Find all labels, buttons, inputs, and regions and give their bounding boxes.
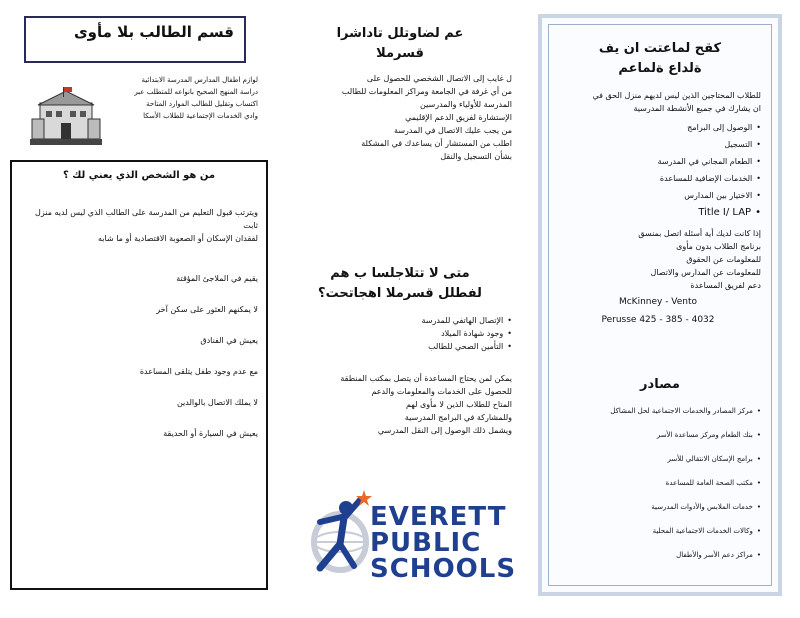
- middle-closing-line-1: يمكن لمن يحتاج المساعدة أن يتصل بمكتب المنطقة: [340, 374, 512, 383]
- right-person: Perusse: [601, 315, 637, 325]
- middle-intro-line-2: من أي غرفة في الجامعة ومراكز المعلومات للطالب: [341, 87, 512, 96]
- under-image-text: [108, 74, 258, 122]
- logo-figure-icon: [300, 482, 372, 582]
- right-contact-line-4: للمعلومات عن المدارس والاتصال: [650, 268, 761, 277]
- right-resource-4: • مكتب الصحة العامة للمساعدة: [555, 477, 761, 489]
- right-resource-7: • مراكز دعم الأسر والأطفال: [555, 549, 761, 561]
- right-resources-title: مصادر: [640, 377, 680, 392]
- right-intro-line-1: للطلاب المحتاجين الذين ليس لديهم منزل الحق في: [592, 91, 761, 100]
- right-resource-6: • وكالات الخدمات الاجتماعية المحلية: [555, 525, 761, 537]
- logo-text-schools: SCHOOLS: [370, 554, 517, 584]
- middle-list-item-1: • الإتصال الهاتفي للمدرسة: [282, 314, 512, 327]
- right-contact: [555, 227, 761, 292]
- left-box-line-5: يعيش في الفنادق: [200, 336, 258, 345]
- middle-intro-line-6: اطلب من المستشار أن يساعدك في المشكلة: [361, 139, 512, 148]
- under-image-line-3: اكتساب وتقليل للطالب الموارد المتاحة: [146, 100, 258, 108]
- right-contact-line-2: برنامج الطلاب بدون مأوى: [676, 242, 761, 251]
- right-bullet-2: • التسجيل: [555, 138, 761, 151]
- left-title-box: [24, 16, 246, 63]
- right-bullet-6: • Title I/ LAP: [555, 206, 761, 219]
- middle-list-item-3: • التأمين الصحي للطالب: [282, 340, 512, 353]
- left-box-line-2: لفقدان الإسكان أو الصعوبة الاقتصادية أو ما شابه: [98, 234, 258, 243]
- middle-intro-line-5: من يجب عليك الاتصال في المدرسة: [394, 126, 512, 135]
- middle-intro-line-1: ل غايب إلى الاتصال الشخصي للحصول على: [366, 74, 512, 83]
- right-resource-2: • بنك الطعام ومركز مساعدة الأسر: [555, 429, 761, 441]
- under-image-line-1: لوازم اطفال المدارس المدرسة الابتدائية: [141, 76, 258, 84]
- right-contact-line-5: دعم لفريق المساعدة: [690, 281, 761, 290]
- right-title-1: كقح لماعتت ان يف: [598, 41, 722, 56]
- middle-closing-line-4: وللمشاركة في البرامج المدرسية: [404, 413, 512, 422]
- left-box-line-1: ويترتب قبول التعليم من المدرسة على الطالب الذي ليس لديه منزل ثابت: [35, 208, 258, 230]
- left-box-line-4: لا يمكنهم العثور على سكن آخر: [156, 305, 258, 314]
- middle-closing-line-5: ويشمل ذلك الوصول إلى النقل المدرسي: [377, 426, 512, 435]
- right-contact-line-1: إذا كانت لديك أية أسئلة اتصل بمنسق: [638, 229, 761, 238]
- under-image-subtitle: وادي الخدمات الإجتماعية للطلاب الأسكا: [143, 112, 258, 120]
- right-contact-name: McKinney - Vento: [618, 297, 698, 307]
- left-box-list: [20, 272, 258, 458]
- middle-list-item-2: • وجود شهادة الميلاد: [282, 327, 512, 340]
- left-box-line-8: يعيش في السيارة أو الحديقة: [163, 429, 258, 438]
- right-bullets: [555, 121, 761, 219]
- left-box-line-6: مع عدم وجود طفل يتلقى المساعدة: [139, 367, 258, 376]
- middle-intro-line-3: المدرسة للأولياء والمدرسين: [420, 100, 512, 109]
- right-panel-inner: [548, 24, 772, 586]
- right-bullet-5: • الاختيار بين المدارس: [555, 189, 761, 202]
- right-title-2: ةلداع ةلماعم: [618, 61, 702, 76]
- right-contact-phone-row: [555, 315, 761, 325]
- right-bullet-4: • الخدمات الإضافية للمساعدة: [555, 172, 761, 185]
- middle-intro-line-4: الإستشارة لفريق الدعم الإقليمي: [405, 113, 512, 122]
- middle-intro: [282, 72, 512, 163]
- middle-intro-line-7: بشأن التسجيل والنقل: [440, 152, 512, 161]
- left-box-heading: من هو الشخص الذي يعني لك ؟: [62, 170, 216, 181]
- right-phone: 425 - 385 - 4032: [639, 315, 715, 325]
- left-box-line-3: يقيم في الملاجئ المؤقتة: [176, 274, 258, 283]
- logo-text-public: PUBLIC: [370, 528, 482, 558]
- middle-closing-line-3: المتاح للطلاب الذين لا مأوى لهم: [405, 400, 512, 409]
- middle-question-1: متى لا تتلاجلسا ب هم: [330, 266, 470, 281]
- left-title: قسم الطالب بلا مأوى: [73, 23, 234, 41]
- right-panel: [538, 14, 782, 596]
- middle-question-2: لفطلل قسرملا اهجاتحت؟: [318, 286, 482, 301]
- right-resource-1: • مركز المصادر والخدمات الاجتماعية لحل المشاكل: [555, 405, 761, 417]
- middle-closing-line-2: للحصول على الخدمات والمعلومات والدعم: [371, 387, 512, 396]
- middle-list: [282, 314, 512, 353]
- right-bullet-1: • الوصول إلى البرامج: [555, 121, 761, 134]
- middle-title-2: قسرملا: [376, 46, 424, 61]
- right-bullet-3: • الطعام المجاني في المدرسة: [555, 155, 761, 168]
- right-contact-line-3: للمعلومات عن الحقوق: [686, 255, 761, 264]
- everett-public-schools-logo: [300, 482, 517, 584]
- right-intro-line-2: ان يشارك في جميع الأنشطة المدرسية: [633, 104, 761, 113]
- right-resource-5: • خدمات الملابس والأدوات المدرسية: [555, 501, 761, 513]
- left-box-line-7: لا يملك الاتصال بالوالدين: [176, 398, 258, 407]
- left-box-intro: [20, 206, 258, 245]
- right-resources: [555, 405, 761, 561]
- right-resource-3: • برامج الإسكان الانتقالي للأسر: [555, 453, 761, 465]
- logo-text-everett: EVERETT: [370, 502, 507, 532]
- left-info-box: [10, 160, 268, 590]
- middle-title-1: عم لضاوتلل تاداشرا: [336, 26, 464, 41]
- under-image-line-2: دراسة المنهج الصحيح بانواعه للمتطلب عبر: [134, 88, 258, 96]
- school-building-image: [30, 85, 102, 145]
- right-intro: [555, 89, 761, 115]
- middle-closing: [282, 372, 512, 437]
